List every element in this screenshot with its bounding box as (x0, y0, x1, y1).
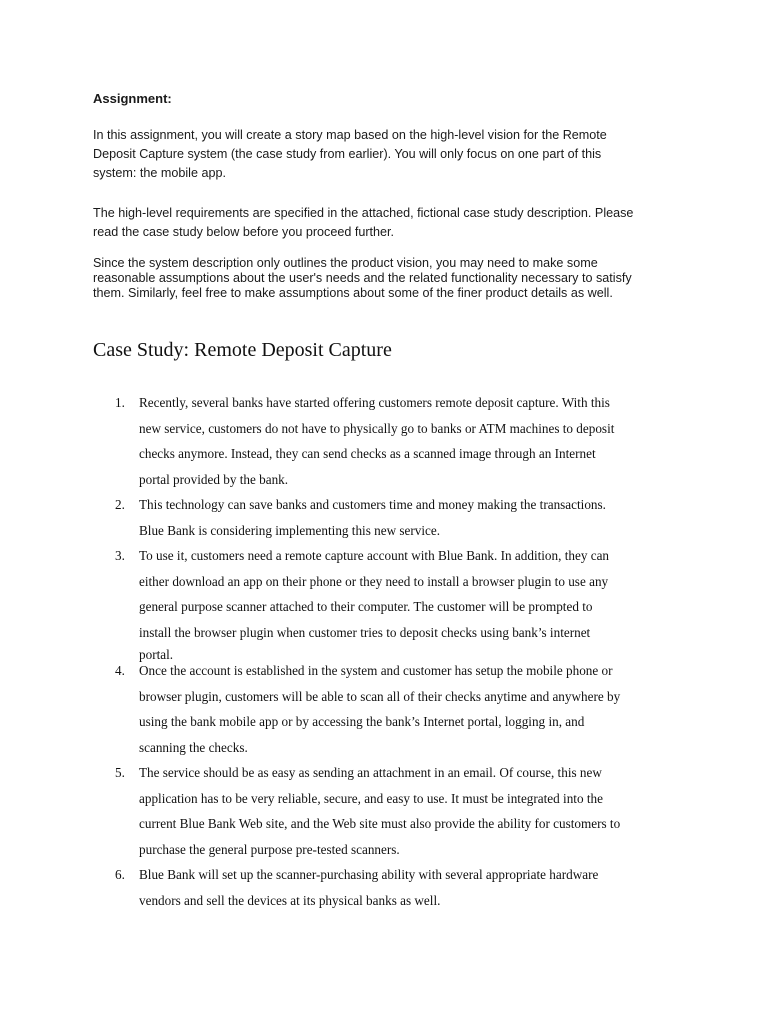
text-line: Blue Bank is considering implementing this new service. (139, 522, 441, 538)
list-item-number: 5. (115, 765, 125, 780)
assignment-paragraph-assumptions (93, 256, 693, 301)
text-line: To use it, customers need a remote capture account with Blue Bank. In addition, they can (139, 548, 610, 563)
text-line: scanning the checks. (139, 739, 248, 755)
text-line: Recently, several banks have started offering customers remote deposit capture. With this (139, 395, 610, 410)
text-line: Once the account is established in the system and customer has setup the mobile phone or (139, 663, 613, 678)
text-line: new service, customers do not have to physically go to banks or ATM machines to deposit (139, 420, 615, 436)
text-line: them. Similarly, feel free to make assumptions about some of the finer product details as well. (93, 286, 613, 300)
text-line: In this assignment, you will create a story map based on the high-level vision for the Remote (93, 128, 607, 142)
text-line: vendors and sell the devices at its physical banks as well. (139, 892, 441, 908)
assignment-heading: Assignment: (93, 91, 172, 106)
list-item-text (139, 492, 679, 543)
list-item-number: 2. (115, 497, 125, 512)
text-line: The service should be as easy as sending an attachment in an email. Of course, this new (139, 765, 602, 780)
text-line: The high-level requirements are specified in the attached, fictional case study description. Please (93, 206, 634, 220)
text-line: purchase the general purpose pre-tested scanners. (139, 841, 400, 857)
list-item-text (139, 658, 679, 760)
assignment-paragraph-requirements (93, 204, 693, 242)
text-line: Since the system description only outlines the product vision, you may need to make some (93, 256, 598, 270)
text-line: Deposit Capture system (the case study from earlier). You will only focus on one part of this (93, 147, 602, 161)
list-item-number: 4. (115, 663, 125, 678)
text-line: read the case study below before you proceed further. (93, 225, 395, 239)
list-item-number: 6. (115, 867, 125, 882)
text-line: portal provided by the bank. (139, 471, 289, 487)
text-line: browser plugin, customers will be able to scan all of their checks anytime and anywhere by (139, 688, 621, 704)
text-line: general purpose scanner attached to their computer. The customer will be prompted to (139, 599, 593, 615)
case-study-title: Case Study: Remote Deposit Capture (93, 339, 392, 361)
list-item-text (139, 543, 679, 665)
text-line: either download an app on their phone or they need to install a browser plugin to use any (139, 573, 609, 589)
text-line: current Blue Bank Web site, and the Web site must also provide the ability for customers to (139, 816, 621, 832)
list-item-number: 3. (115, 548, 125, 563)
list-item-text (139, 390, 679, 492)
list-item-text (139, 862, 679, 913)
text-line: application has to be very reliable, secure, and easy to use. It must be integrated into the (139, 790, 603, 806)
text-line: This technology can save banks and customers time and money making the transactions. (139, 497, 606, 512)
text-line: checks anymore. Instead, they can send checks as a scanned image through an Internet (139, 446, 596, 462)
text-line: portal. (139, 647, 174, 663)
text-line: Blue Bank will set up the scanner-purchasing ability with several appropriate hardware (139, 867, 599, 882)
text-line: using the bank mobile app or by accessing the bank’s Internet portal, logging in, and (139, 714, 585, 730)
text-line: install the browser plugin when customer tries to deposit checks using bank’s internet (139, 624, 591, 640)
list-item-number: 1. (115, 395, 125, 410)
assignment-paragraph-intro (93, 126, 693, 183)
list-item-text (139, 760, 679, 862)
text-line: system: the mobile app. (93, 166, 226, 180)
text-line: reasonable assumptions about the user's needs and the related functionality necessary to satisfy (93, 271, 632, 285)
